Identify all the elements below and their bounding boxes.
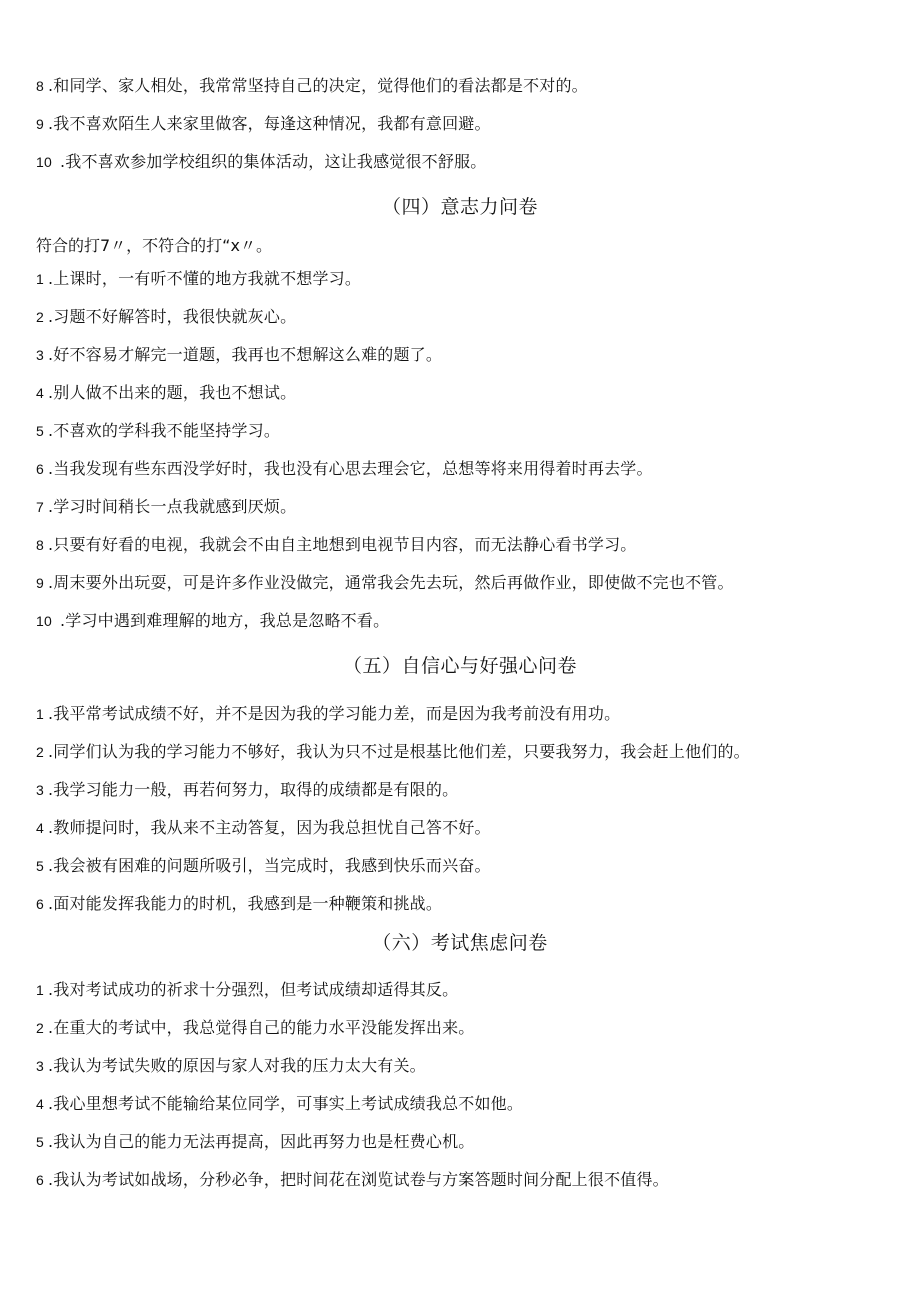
item-number: 5 [36,423,44,439]
item-text: .好不容易才解完一道题，我再也不想解这么难的题了。 [48,345,443,364]
list-item [36,975,458,1005]
item-text: .当我发现有些东西没学好时，我也没有心思去理会它，总想等将来用得着时再去学。 [48,459,653,478]
item-number: 2 [36,744,44,760]
item-number: 9 [36,575,44,591]
list-item [36,378,296,408]
item-number: 6 [36,461,44,477]
list-item [36,71,588,101]
item-text: .学习中遇到难理解的地方，我总是忽略不看。 [59,611,390,630]
item-text: .同学们认为我的学习能力不够好，我认为只不过是根基比他们差，只要我努力，我会赶上他们的。 [48,742,750,761]
list-item [36,302,296,332]
item-number: 5 [36,858,44,874]
item-number: 4 [36,820,44,836]
item-text: .我平常考试成绩不好，并不是因为我的学习能力差，而是因为我考前没有用功。 [48,704,621,723]
item-text: .我不喜欢参加学校组织的集体活动，这让我感觉很不舒服。 [59,152,487,171]
section-title-willpower: （四）意志力问卷 [381,196,538,218]
item-text: .和同学、家人相处，我常常坚持自己的决定，觉得他们的看法都是不对的。 [48,76,588,95]
list-item [36,1165,669,1195]
list-item [36,568,734,598]
item-text: .学习时间稍长一点我就感到厌烦。 [48,497,297,516]
item-number: 8 [36,78,44,94]
item-number: 4 [36,1096,44,1112]
item-number: 6 [36,896,44,912]
item-text: .我学习能力一般，再若何努力，取得的成绩都是有限的。 [48,780,459,799]
item-number: 4 [36,385,44,401]
item-number: 6 [36,1172,44,1188]
list-item [36,737,750,767]
item-number: 10 [36,154,52,170]
list-item [36,530,637,560]
list-item [36,1127,475,1157]
list-item [36,775,458,805]
item-text: .不喜欢的学科我不能坚持学习。 [48,421,281,440]
item-number: 3 [36,1058,44,1074]
item-text: .我会被有困难的问题所吸引，当完成时，我感到快乐而兴奋。 [48,856,491,875]
list-item [36,454,653,484]
item-number: 1 [36,271,44,287]
list-item [36,606,389,636]
list-item [36,1051,426,1081]
item-text: .习题不好解答时，我很快就灰心。 [48,307,297,326]
item-text: .我对考试成功的祈求十分强烈，但考试成绩却适得其反。 [48,980,459,999]
item-text: .我认为自己的能力无法再提高，因此再努力也是枉费心机。 [48,1132,475,1151]
item-text: .在重大的考试中，我总觉得自己的能力水平没能发挥出来。 [48,1018,475,1037]
list-item [36,851,491,881]
list-item [36,699,620,729]
item-number: 1 [36,706,44,722]
item-text: .教师提问时，我从来不主动答复，因为我总担忧自己答不好。 [48,818,491,837]
section-title-confidence: （五）自信心与好强心问卷 [342,655,577,677]
item-text: .我认为考试失败的原因与家人对我的压力太大有关。 [48,1056,426,1075]
item-number: 3 [36,782,44,798]
item-number: 9 [36,116,44,132]
item-text: .只要有好看的电视，我就会不由自主地想到电视节目内容，而无法静心看书学习。 [48,535,637,554]
list-item [36,264,361,294]
section-title-test-anxiety: （六）考试焦虑问卷 [372,932,548,954]
item-number: 2 [36,1020,44,1036]
list-item [36,340,442,370]
item-text: .别人做不出来的题，我也不想试。 [48,383,297,402]
item-number: 8 [36,537,44,553]
item-text: .上课时，一有听不懂的地方我就不想学习。 [48,269,362,288]
item-text: .我不喜欢陌生人来家里做客，每逢这种情况，我都有意回避。 [48,114,491,133]
item-number: 2 [36,309,44,325]
list-item [36,1013,475,1043]
item-number: 5 [36,1134,44,1150]
item-number: 7 [36,499,44,515]
item-number: 1 [36,982,44,998]
item-text: .我心里想考试不能输给某位同学，可事实上考试成绩我总不如他。 [48,1094,524,1113]
list-item [36,813,491,843]
list-item [36,416,280,446]
item-number: 10 [36,613,52,629]
list-item [36,109,491,139]
list-item [36,492,296,522]
instruction-text: 符合的打7〃，不符合的打“x〃。 [36,236,272,255]
list-item [36,1089,523,1119]
list-item [36,147,486,177]
item-number: 3 [36,347,44,363]
list-item [36,889,442,919]
item-text: .周末要外出玩耍，可是许多作业没做完，通常我会先去玩，然后再做作业，即使做不完也不管。 [48,573,734,592]
item-text: .我认为考试如战场，分秒必争，把时间花在浏览试卷与方案答题时间分配上很不值得。 [48,1170,669,1189]
item-text: .面对能发挥我能力的时机，我感到是一种鞭策和挑战。 [48,894,443,913]
